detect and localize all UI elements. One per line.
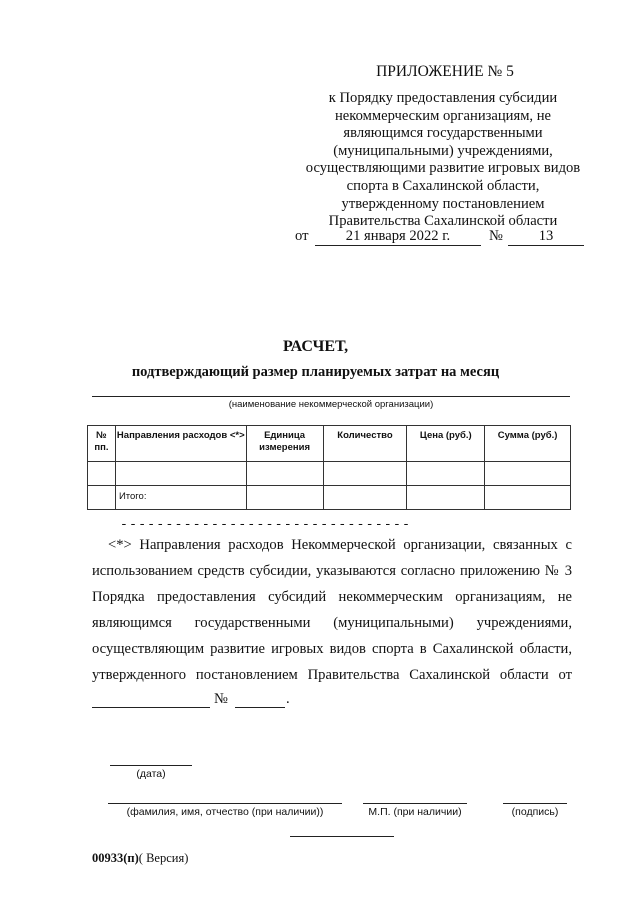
- appendix-description: [283, 90, 603, 231]
- signature-line: [503, 803, 567, 804]
- table-cell: [407, 462, 485, 486]
- table-cell: [115, 462, 246, 486]
- table-cell: [88, 486, 116, 510]
- from-label: от: [295, 228, 309, 244]
- table-cell: [323, 486, 407, 510]
- appendix-date-row: [295, 228, 595, 246]
- appendix-number: 13: [508, 228, 584, 246]
- footnote-text: <*> Направления расходов Некоммерческой организации, связанных с использованием средств субсидии, указываются согласно приложению № 3 Порядка предоставления субсидий некоммерческим организациям, не являющимся государственными (муниципальными) учреждениями, осуществляющим развитие игровых видов спорта в Сахалинской области, утвержденного постановлением Правительства Сахалинской области от: [92, 537, 572, 683]
- table-cell: [407, 486, 485, 510]
- name-line: [108, 803, 342, 804]
- date-blank: [92, 691, 210, 708]
- header-price: Цена (руб.): [407, 426, 485, 462]
- table-cell: [485, 462, 571, 486]
- appendix-line: являющимся государственными: [343, 125, 543, 142]
- table-cell: [485, 486, 571, 510]
- bottom-line: [290, 836, 394, 837]
- org-name-line: [92, 396, 570, 397]
- table-row: [88, 462, 571, 486]
- appendix-line: осуществляющими развитие игровых видов: [305, 160, 581, 177]
- header-number: № пп.: [88, 426, 116, 462]
- signature-caption: (подпись): [511, 806, 559, 818]
- version-code: 00933(п): [92, 851, 139, 865]
- org-name-caption: (наименование некоммерческой организации): [228, 399, 434, 410]
- table-cell: [88, 462, 116, 486]
- header-expense-direction: Направления расходов <*>: [115, 426, 246, 462]
- document-subtitle: подтверждающий размер планируемых затрат на месяц: [131, 364, 500, 380]
- stamp-line: [363, 803, 467, 804]
- number-label: №: [489, 228, 503, 244]
- appendix-title: ПРИЛОЖЕНИЕ № 5: [376, 63, 514, 80]
- header-unit: Единица измерения: [246, 426, 323, 462]
- table-total-row: [88, 486, 571, 510]
- table-cell: [246, 486, 323, 510]
- table-header-row: [88, 426, 571, 462]
- calculation-table: [87, 425, 571, 510]
- footnote: [92, 532, 572, 688]
- total-label: Итого:: [115, 486, 246, 510]
- stamp-caption: М.П. (при наличии): [368, 806, 462, 818]
- appendix-line: (муниципальными) учреждениями,: [333, 142, 553, 159]
- date-line: [110, 765, 192, 766]
- appendix-line: к Порядку предоставления субсидии: [328, 90, 558, 106]
- version-label: ( Версия): [138, 851, 189, 865]
- table-cell: [323, 462, 407, 486]
- header-sum: Сумма (руб.): [485, 426, 571, 462]
- version-footer: [92, 851, 188, 866]
- header-quantity: Количество: [323, 426, 407, 462]
- name-caption: (фамилия, имя, отчество (при наличии)): [126, 806, 324, 818]
- table-cell: [246, 462, 323, 486]
- footnote-blank-row: [92, 691, 392, 711]
- document-title: РАСЧЕТ,: [282, 338, 349, 355]
- appendix-line: спорта в Сахалинской области,: [346, 177, 540, 194]
- number-blank: [235, 691, 285, 708]
- appendix-line: Правительства Сахалинской области: [328, 213, 558, 230]
- footnote-number-sign: №: [214, 691, 228, 707]
- appendix-line: некоммерческим организациям, не: [334, 107, 552, 124]
- footnote-end: .: [286, 691, 290, 707]
- footnote-separator: --------------------------------: [120, 517, 412, 532]
- appendix-date: 21 января 2022 г.: [315, 228, 481, 246]
- date-caption: (дата): [136, 768, 166, 780]
- appendix-line: утвержденному постановлением: [341, 195, 545, 212]
